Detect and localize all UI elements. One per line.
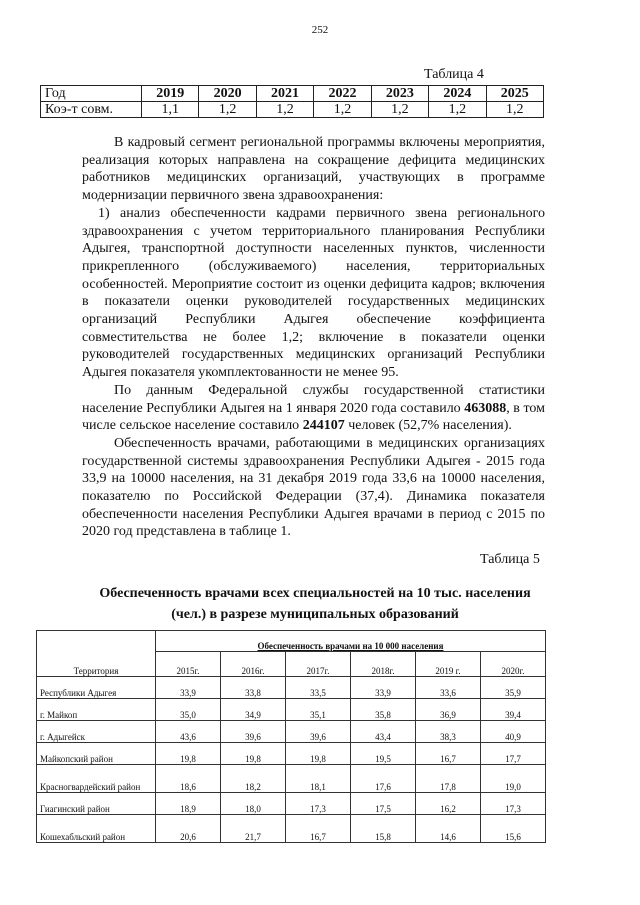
table4-header-cell: 2021 [256, 86, 313, 102]
value-cell: 19,8 [156, 743, 221, 765]
value-cell: 17,6 [351, 765, 416, 793]
year-header: 2020г. [481, 652, 546, 677]
table4-header-cell: Год [41, 86, 142, 102]
table4-header-cell: 2020 [199, 86, 256, 102]
table4-cell: 1,2 [371, 102, 428, 118]
value-cell: 33,9 [156, 677, 221, 699]
table5-header-row-1 [37, 631, 546, 652]
paragraph-doctors: Обеспеченность врачами, работающими в медицинских организациях государственной системы здравоохранения Республики Адыгея - 2015 года 33,9 на 10000 населения, на 31 декабря 2019 года 33,6 на 10000 населения, показателю по Российской Федерации (37,4). Динамика показателя обеспеченности населения Республики Адыгея врачами в период с 2015 по 2020 год представлена в таблице 1. [82, 435, 545, 540]
table4-row [41, 102, 544, 118]
table5-title-line2: (чел.) в разрезе муниципальных образований [171, 607, 459, 622]
table4-cell: 1,2 [486, 102, 543, 118]
body-text [82, 134, 545, 541]
territory-name: Кошехабльский район [37, 815, 156, 843]
table5-group-header: Обеспеченность врачами на 10 000 населения [156, 631, 546, 652]
table-row [37, 743, 546, 765]
table4-header-cell: 2019 [142, 86, 199, 102]
paragraph-item-1: 1) анализ обеспеченности кадрами первичного звена регионального здравоохранения с учетом территориального планирования Республики Адыгея, транспортной доступности населенных пунктов, численности прикрепленного (обслуживаемого) населения, территориальных особенностей. Мероприятие состоит из оценки дефицита кадров; включения в показатели оценки руководителей государственных медицинских организаций Республики Адыгея обеспечение коэффициента совместительства не более 1,2; включение в показатели оценки руководителей государственных медицинских организаций Республики Адыгея показателя укомплектованности не менее 95. [82, 205, 545, 381]
table-row [37, 765, 546, 793]
value-cell: 14,6 [416, 815, 481, 843]
table-row [37, 721, 546, 743]
table5-caption: Таблица 5 [480, 552, 540, 567]
table4-cell: 1,2 [314, 102, 371, 118]
value-cell: 17,8 [416, 765, 481, 793]
territory-name: Республики Адыгея [37, 677, 156, 699]
value-cell: 40,9 [481, 721, 546, 743]
population-total: 463088 [464, 400, 507, 416]
value-cell: 18,0 [221, 793, 286, 815]
rural-population: 244107 [302, 418, 345, 434]
value-cell: 33,9 [351, 677, 416, 699]
value-cell: 19,8 [221, 743, 286, 765]
value-cell: 20,6 [156, 815, 221, 843]
paragraph-population [82, 382, 545, 435]
value-cell: 19,8 [286, 743, 351, 765]
value-cell: 39,6 [221, 721, 286, 743]
population-text-e: человек (52,7% населения). [344, 418, 512, 434]
table4-header-cell: 2025 [486, 86, 543, 102]
value-cell: 18,9 [156, 793, 221, 815]
table-row [37, 677, 546, 699]
value-cell: 35,0 [156, 699, 221, 721]
value-cell: 43,4 [351, 721, 416, 743]
year-header: 2017г. [286, 652, 351, 677]
value-cell: 38,3 [416, 721, 481, 743]
value-cell: 35,8 [351, 699, 416, 721]
territory-name: г. Майкоп [37, 699, 156, 721]
table4-cell: Коэ-т совм. [41, 102, 142, 118]
table-row [37, 699, 546, 721]
table4-header-row [41, 86, 544, 102]
value-cell: 39,6 [286, 721, 351, 743]
table4-cell: 1,2 [429, 102, 486, 118]
table4-caption: Таблица 4 [424, 67, 484, 82]
value-cell: 43,6 [156, 721, 221, 743]
value-cell: 17,3 [481, 793, 546, 815]
value-cell: 16,7 [416, 743, 481, 765]
value-cell: 19,0 [481, 765, 546, 793]
table5 [36, 630, 546, 843]
year-header: 2018г. [351, 652, 416, 677]
table4-cell: 1,1 [142, 102, 199, 118]
table-row [37, 793, 546, 815]
table4-header-cell: 2022 [314, 86, 371, 102]
paragraph-measures: В кадровый сегмент региональной программы включены мероприятия, реализация которых направлена на сокращение дефицита медицинских работников медицинских организаций, участвующих в программе модернизации первичного звена здравоохранения: [82, 135, 545, 204]
value-cell: 16,7 [286, 815, 351, 843]
value-cell: 17,3 [286, 793, 351, 815]
table5-title-line1: Обеспеченность врачами всех специальностей на 10 тыс. населения [99, 586, 531, 601]
table-row [37, 815, 546, 843]
value-cell: 35,9 [481, 677, 546, 699]
value-cell: 21,7 [221, 815, 286, 843]
table5-title [50, 583, 580, 625]
value-cell: 36,9 [416, 699, 481, 721]
territory-name: г. Адыгейск [37, 721, 156, 743]
population-text-a: По данным Федеральной службы государственной статистики население Республики Адыгея на 1 января 2020 года составило [82, 382, 545, 416]
value-cell: 15,8 [351, 815, 416, 843]
value-cell: 16,2 [416, 793, 481, 815]
value-cell: 18,6 [156, 765, 221, 793]
value-cell: 17,7 [481, 743, 546, 765]
value-cell: 34,9 [221, 699, 286, 721]
value-cell: 18,2 [221, 765, 286, 793]
year-header: 2015г. [156, 652, 221, 677]
territory-header: Территория [37, 631, 156, 677]
table4-header-cell: 2024 [429, 86, 486, 102]
value-cell: 18,1 [286, 765, 351, 793]
territory-name: Красногвардейский район [37, 765, 156, 793]
territory-name: Гиагинский район [37, 793, 156, 815]
year-header: 2016г. [221, 652, 286, 677]
table4-cell: 1,2 [199, 102, 256, 118]
value-cell: 17,5 [351, 793, 416, 815]
value-cell: 33,5 [286, 677, 351, 699]
table4-cell: 1,2 [256, 102, 313, 118]
territory-name: Майкопский район [37, 743, 156, 765]
value-cell: 39,4 [481, 699, 546, 721]
page-number: 252 [311, 24, 329, 36]
year-header: 2019 г. [416, 652, 481, 677]
value-cell: 19,5 [351, 743, 416, 765]
value-cell: 33,8 [221, 677, 286, 699]
value-cell: 35,1 [286, 699, 351, 721]
table4 [40, 85, 544, 118]
table4-header-cell: 2023 [371, 86, 428, 102]
value-cell: 33,6 [416, 677, 481, 699]
population-text-c: , в том числе сельское население составило [82, 400, 546, 434]
value-cell: 15,6 [481, 815, 546, 843]
